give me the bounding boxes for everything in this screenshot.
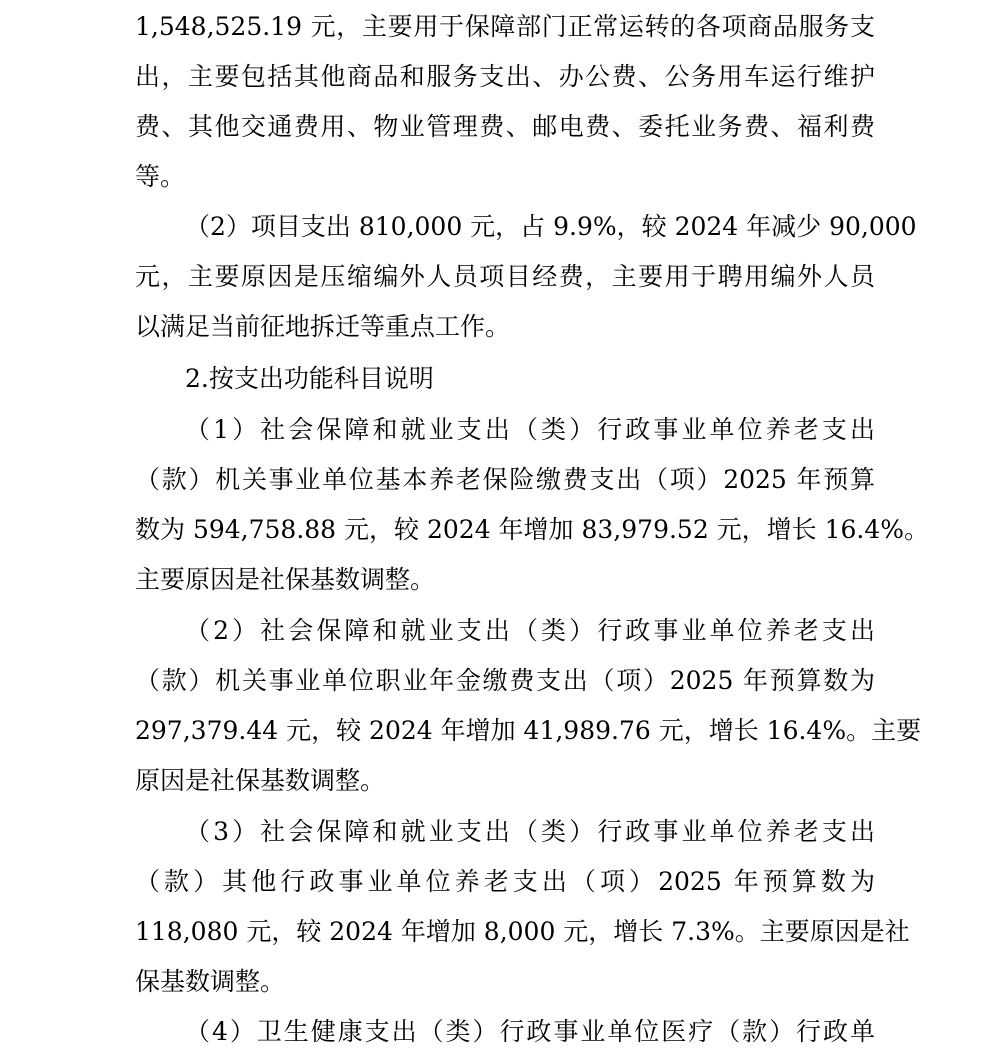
text-line: （款）机关事业单位基本养老保险缴费支出（项）2025 年预算 <box>135 465 875 494</box>
text-line: 保基数调整。 <box>135 967 286 996</box>
paragraph-first-line: （3）社会保障和就业支出（类）行政事业单位养老支出 <box>185 817 875 846</box>
paragraph-first-line: （4）卫生健康支出（类）行政事业单位医疗（款）行政单 <box>185 1017 875 1046</box>
text-line: （款）机关事业单位职业年金缴费支出（项）2025 年预算数为 <box>135 666 875 695</box>
paragraph-first-line: （2）社会保障和就业支出（类）行政事业单位养老支出 <box>185 616 875 645</box>
text-line: 原因是社保基数调整。 <box>135 766 386 795</box>
paragraph-first-line: （2）项目支出 810,000 元，占 9.9%，较 2024 年减少 90,000 <box>185 212 917 241</box>
text-line: 费、其他交通费用、物业管理费、邮电费、委托业务费、福利费 <box>135 112 875 141</box>
text-line: （款）其他行政事业单位养老支出（项）2025 年预算数为 <box>135 867 875 896</box>
text-line: 出，主要包括其他商品和服务支出、办公费、公务用车运行维护 <box>135 62 875 91</box>
text-line: 等。 <box>135 162 186 191</box>
paragraph-first-line: （1）社会保障和就业支出（类）行政事业单位养老支出 <box>185 415 875 444</box>
text-line: 118,080 元，较 2024 年增加 8,000 元，增长 7.3%。主要原因是社 <box>135 917 910 946</box>
text-line: 297,379.44 元，较 2024 年增加 41,989.76 元，增长 16.4%。主要 <box>135 716 922 745</box>
text-line: 主要原因是社保基数调整。 <box>135 565 436 594</box>
text-line: 数为 594,758.88 元，较 2024 年增加 83,979.52 元，增长 16.4%。 <box>135 515 930 544</box>
section-heading: 2.按支出功能科目说明 <box>185 364 434 393</box>
text-line: 元，主要原因是压缩编外人员项目经费，主要用于聘用编外人员 <box>135 262 875 291</box>
text-line: 以满足当前征地拆迁等重点工作。 <box>135 312 511 341</box>
text-line: 1,548,525.19 元，主要用于保障部门正常运转的各项商品服务支 <box>135 12 875 41</box>
